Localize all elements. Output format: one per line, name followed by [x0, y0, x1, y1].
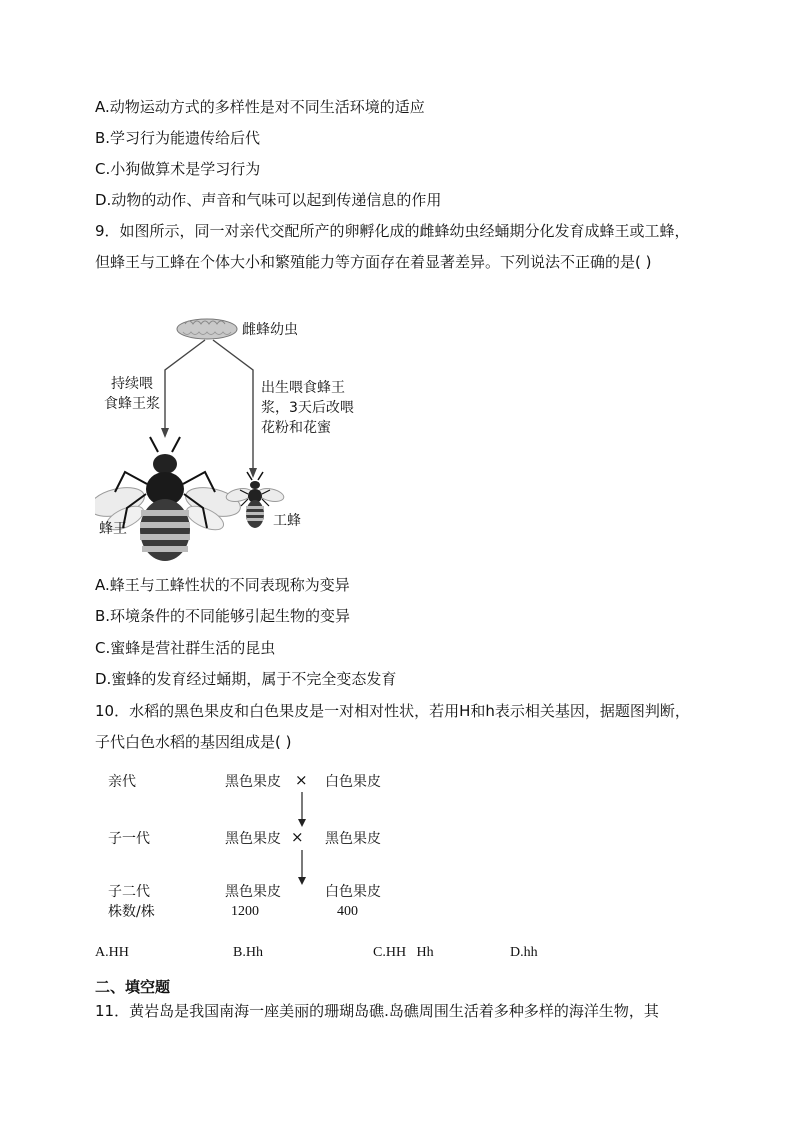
- q10-option-d: D.hh: [510, 945, 538, 960]
- parent-left-phenotype: 黑色果皮: [225, 774, 281, 790]
- q10-option-b: B.Hh: [233, 945, 263, 960]
- parent-label: 亲代: [108, 774, 136, 790]
- section-2-heading: 二、填空题: [95, 978, 171, 996]
- q9-stem: 9．如图所示，同一对亲代交配所产的卵孵化成的雌蜂幼虫经蛹期分化发育成蜂王或工蜂，但蜂王与工蜂在个体大小和繁殖能力等方面存在着显著差异。下列说法不正确的是( ): [95, 222, 690, 271]
- q10-stem: 10．水稻的黑色果皮和白色果皮是一对相对性状，若用H和h表示相关基因，据题图判断，子代白色水稻的基因组成是( ): [95, 702, 690, 751]
- bee-diagram: [95, 312, 395, 567]
- worker-label: 工蜂: [273, 513, 301, 529]
- rice-genetics-figure: [95, 770, 415, 925]
- q9-option-b: B.环境条件的不同能够引起生物的变异: [95, 607, 351, 625]
- larva-label: 雌蜂幼虫: [242, 322, 298, 338]
- q9-option-a: A.蜂王与工蜂性状的不同表现称为变异: [95, 576, 350, 594]
- f2-right-phenotype: 白色果皮: [325, 884, 381, 900]
- q8-option-a: A.动物运动方式的多样性是对不同生活环境的适应: [95, 98, 425, 116]
- f1-left-phenotype: 黑色果皮: [225, 831, 281, 847]
- f1-right-phenotype: 黑色果皮: [325, 831, 381, 847]
- q8-option-c: C.小狗做算术是学习行为: [95, 160, 261, 178]
- parent-right-phenotype: 白色果皮: [325, 774, 381, 790]
- queen-label: 蜂王: [99, 521, 127, 537]
- right-feed-line-2: 浆，3天后改喂: [261, 400, 354, 416]
- left-feed-line-1: 持续喂: [111, 376, 153, 392]
- f2-left-phenotype: 黑色果皮: [225, 884, 281, 900]
- count-label: 株数/株: [108, 904, 155, 920]
- bee-figure: [95, 312, 395, 567]
- f2-right-count: 400: [337, 904, 358, 919]
- f1-cross-symbol: ×: [291, 828, 304, 846]
- q9-option-d: D.蜜蜂的发育经过蛹期，属于不完全变态发育: [95, 670, 397, 688]
- q10-option-a: A.HH: [95, 945, 129, 960]
- parent-cross-symbol: ×: [295, 771, 308, 789]
- right-feed-line-3: 花粉和花蜜: [261, 420, 331, 436]
- right-feed-line-1: 出生喂食蜂王: [261, 380, 345, 396]
- branch-arrows: [165, 340, 253, 470]
- larva-icon: [177, 319, 237, 339]
- q11-stem: 11．黄岩岛是我国南海一座美丽的珊瑚岛礁.岛礁周围生活着多种多样的海洋生物，其: [95, 1002, 659, 1020]
- queen-bee-icon: [95, 437, 243, 561]
- q8-option-d: D.动物的动作、声音和气味可以起到传递信息的作用: [95, 191, 442, 209]
- f2-left-count: 1200: [231, 904, 259, 919]
- q10-option-c: C.HH Hh: [373, 945, 434, 960]
- f2-label: 子二代: [108, 884, 150, 900]
- q9-option-c: C.蜜蜂是营社群生活的昆虫: [95, 639, 276, 657]
- left-feed-line-2: 食蜂王浆: [104, 396, 160, 412]
- f1-label: 子一代: [108, 831, 150, 847]
- q8-option-b: B.学习行为能遗传给后代: [95, 129, 261, 147]
